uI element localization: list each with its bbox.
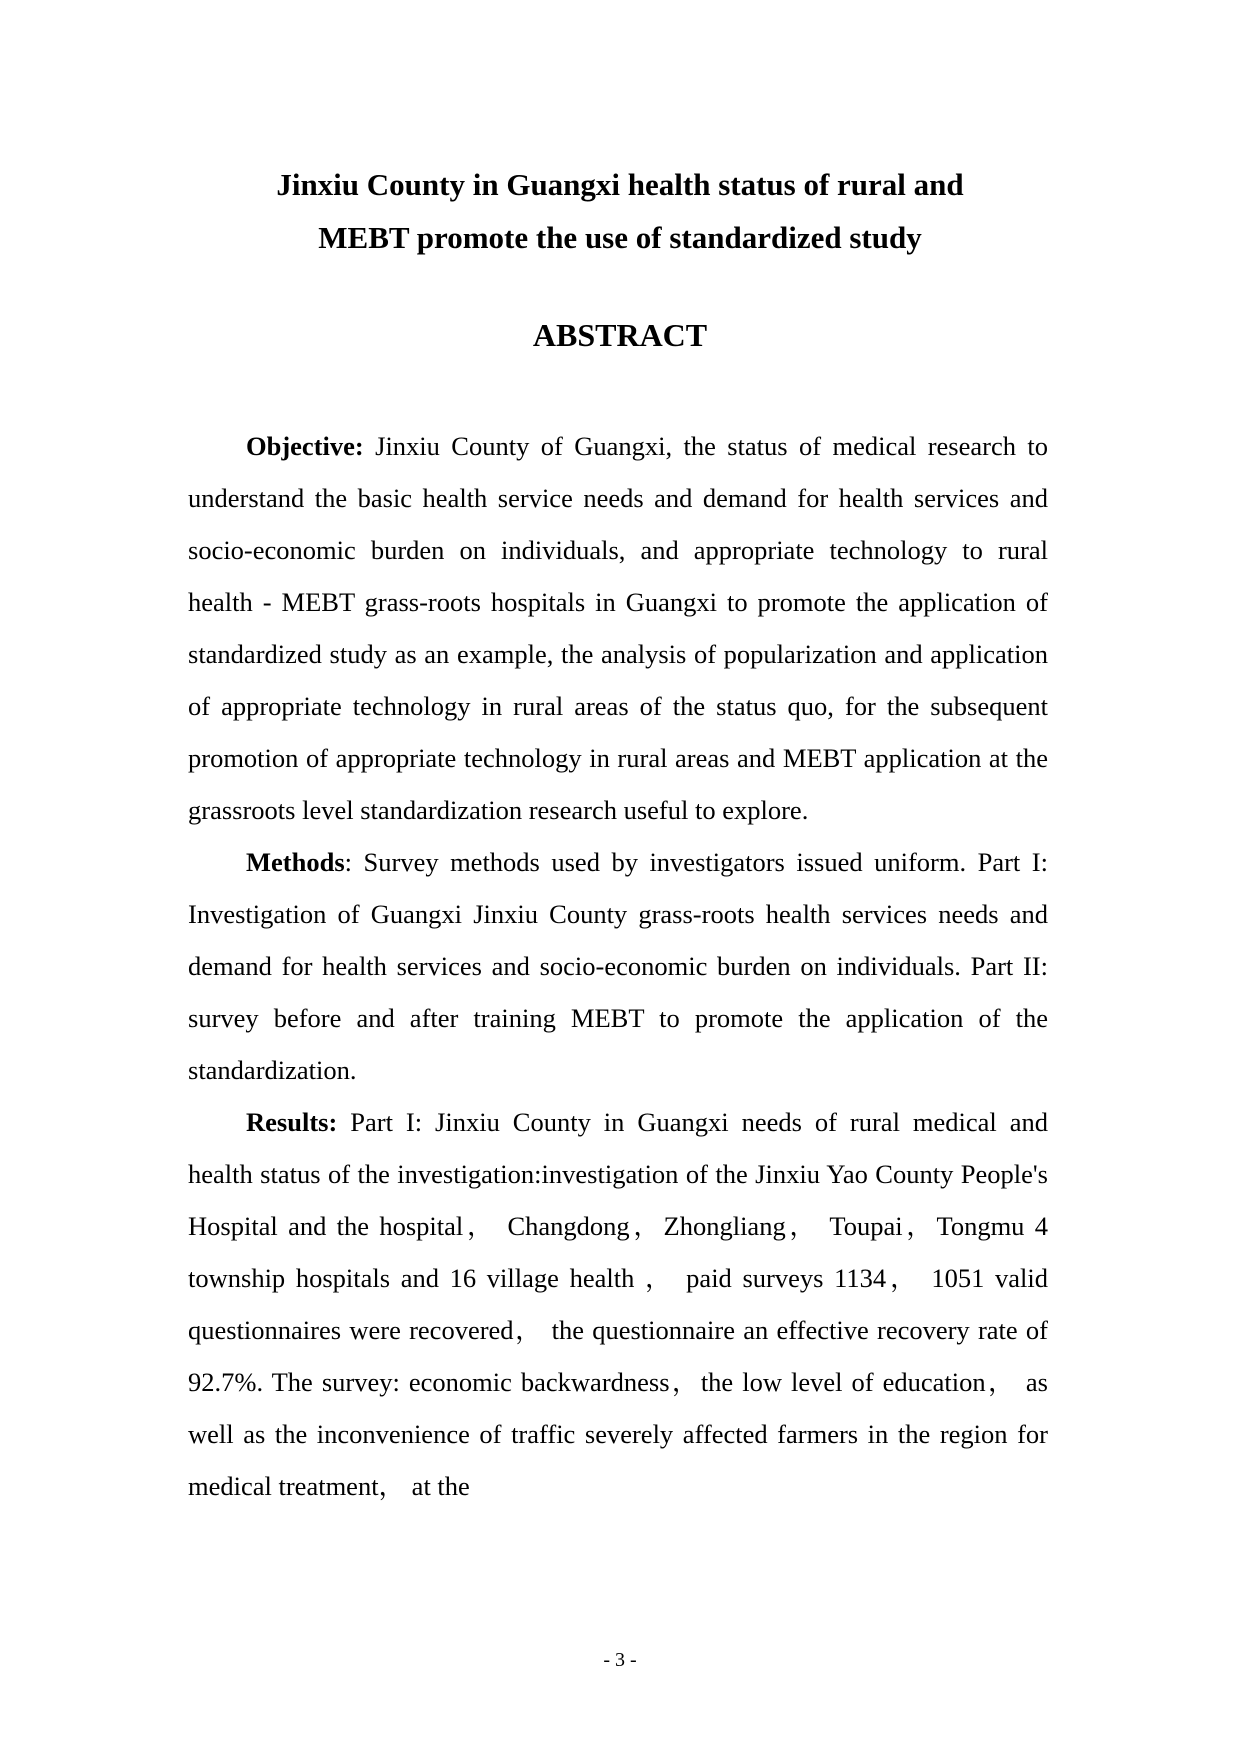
abstract-body [188,420,1048,1512]
objective-paragraph [188,420,1048,836]
objective-label: Objective: [246,431,364,461]
methods-label: Methods [246,847,345,877]
document-title [160,158,1080,264]
methods-text: : Survey methods used by investigators issued uniform. Part I: Investigation of Guangxi Jinxiu County grass-roots health services needs and demand for health services and socio-economic burden on individuals. Part II: survey before and after training MEBT to promote the application of the standardization. [188,847,1048,1085]
results-paragraph [188,1096,1048,1512]
title-line-2: MEBT promote the use of standardized study [318,220,922,255]
results-text: Part I: Jinxiu County in Guangxi needs of rural medical and health status of the investigation:investigation of the Jinxiu Yao County People's Hospital and the hospital， Changdong，Zhongliang， Toupai，Tongmu 4 township hospitals and 16 village health ， paid surveys 1134， 1051 valid questionnaires were recovered， the questionnaire an effective recovery rate of 92.7%. The survey: economic backwardness，the low level of education， as well as the inconvenience of traffic severely affected farmers in the region for medical treatment， at the [188,1107,1048,1501]
objective-text: Jinxiu County of Guangxi, the status of medical research to understand the basic health service needs and demand for health services and socio-economic burden on individuals, and appropriate technology to rural health - MEBT grass-roots hospitals in Guangxi to promote the application of standardized study as an example, the analysis of popularization and application of appropriate technology in rural areas of the status quo, for the subsequent promotion of appropriate technology in rural areas and MEBT application at the grassroots level standardization research useful to explore. [188,431,1048,825]
results-label: Results: [246,1107,338,1137]
page-number: - 3 - [603,1649,637,1671]
abstract-heading: ABSTRACT [532,317,708,353]
methods-paragraph [188,836,1048,1096]
title-line-1: Jinxiu County in Guangxi health status of rural and [276,167,964,202]
